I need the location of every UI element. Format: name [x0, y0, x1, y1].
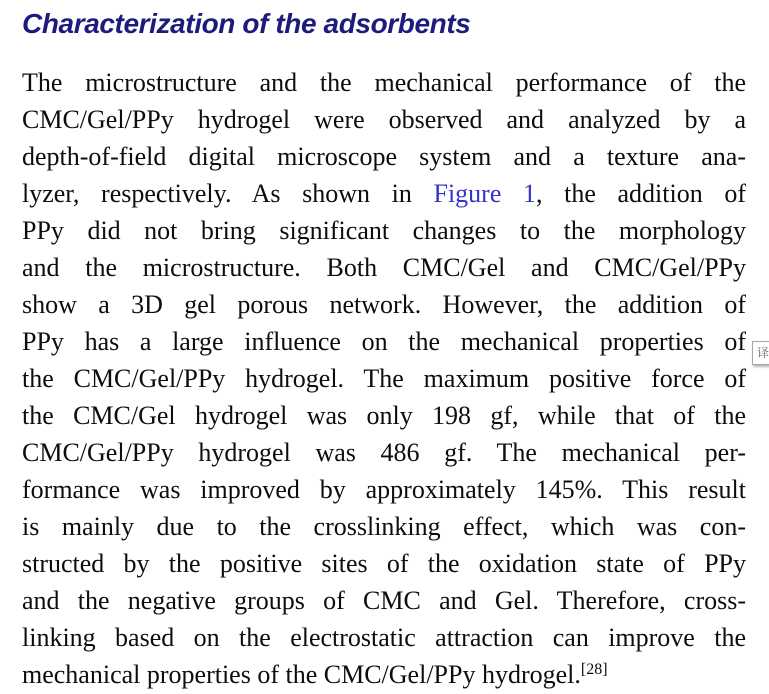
paragraph-line: depth-of-field digital microscope system and a texture ana-: [22, 142, 746, 171]
paragraph-line: the CMC/Gel/PPy hydrogel. The maximum positive force of: [22, 364, 746, 393]
paragraph-line: CMC/Gel/PPy hydrogel was 486 gf. The mechanical per-: [22, 438, 746, 467]
line-text: , the addition of: [536, 179, 746, 208]
paragraph-line: is mainly due to the crosslinking effect, which was con-: [22, 512, 746, 541]
paragraph-line: linking based on the electrostatic attraction can improve the: [22, 623, 746, 652]
paragraph-line: PPy did not bring significant changes to the morphology: [22, 216, 746, 245]
paragraph-line: and the negative groups of CMC and Gel. Therefore, cross-: [22, 586, 746, 615]
paragraph-line: [22, 175, 746, 212]
paragraph-line: The microstructure and the mechanical performance of the: [22, 68, 746, 97]
translate-icon: 译: [756, 346, 769, 360]
paragraph-line: CMC/Gel/PPy hydrogel were observed and analyzed by a: [22, 105, 746, 134]
paragraph-line: the CMC/Gel hydrogel was only 198 gf, while that of the: [22, 401, 746, 430]
line-text: lyzer, respectively. As shown in: [22, 179, 434, 208]
figure-1-link[interactable]: Figure 1: [433, 179, 536, 208]
paragraph-line: [22, 656, 746, 693]
translate-popup-button[interactable]: [752, 341, 769, 365]
section-heading: Characterization of the adsorbents: [22, 8, 471, 39]
body-paragraph: [22, 64, 746, 693]
paragraph-line: and the microstructure. Both CMC/Gel and CMC/Gel/PPy: [22, 253, 746, 282]
paragraph-line: formance was improved by approximately 145%. This result: [22, 475, 746, 504]
citation-reference-28[interactable]: [28]: [580, 661, 608, 678]
paragraph-line: structed by the positive sites of the oxidation state of PPy: [22, 549, 746, 578]
paragraph-line: PPy has a large influence on the mechanical properties of: [22, 327, 746, 356]
paragraph-line: show a 3D gel porous network. However, the addition of: [22, 290, 746, 319]
line-text: mechanical properties of the CMC/Gel/PPy hydrogel.: [22, 660, 581, 689]
